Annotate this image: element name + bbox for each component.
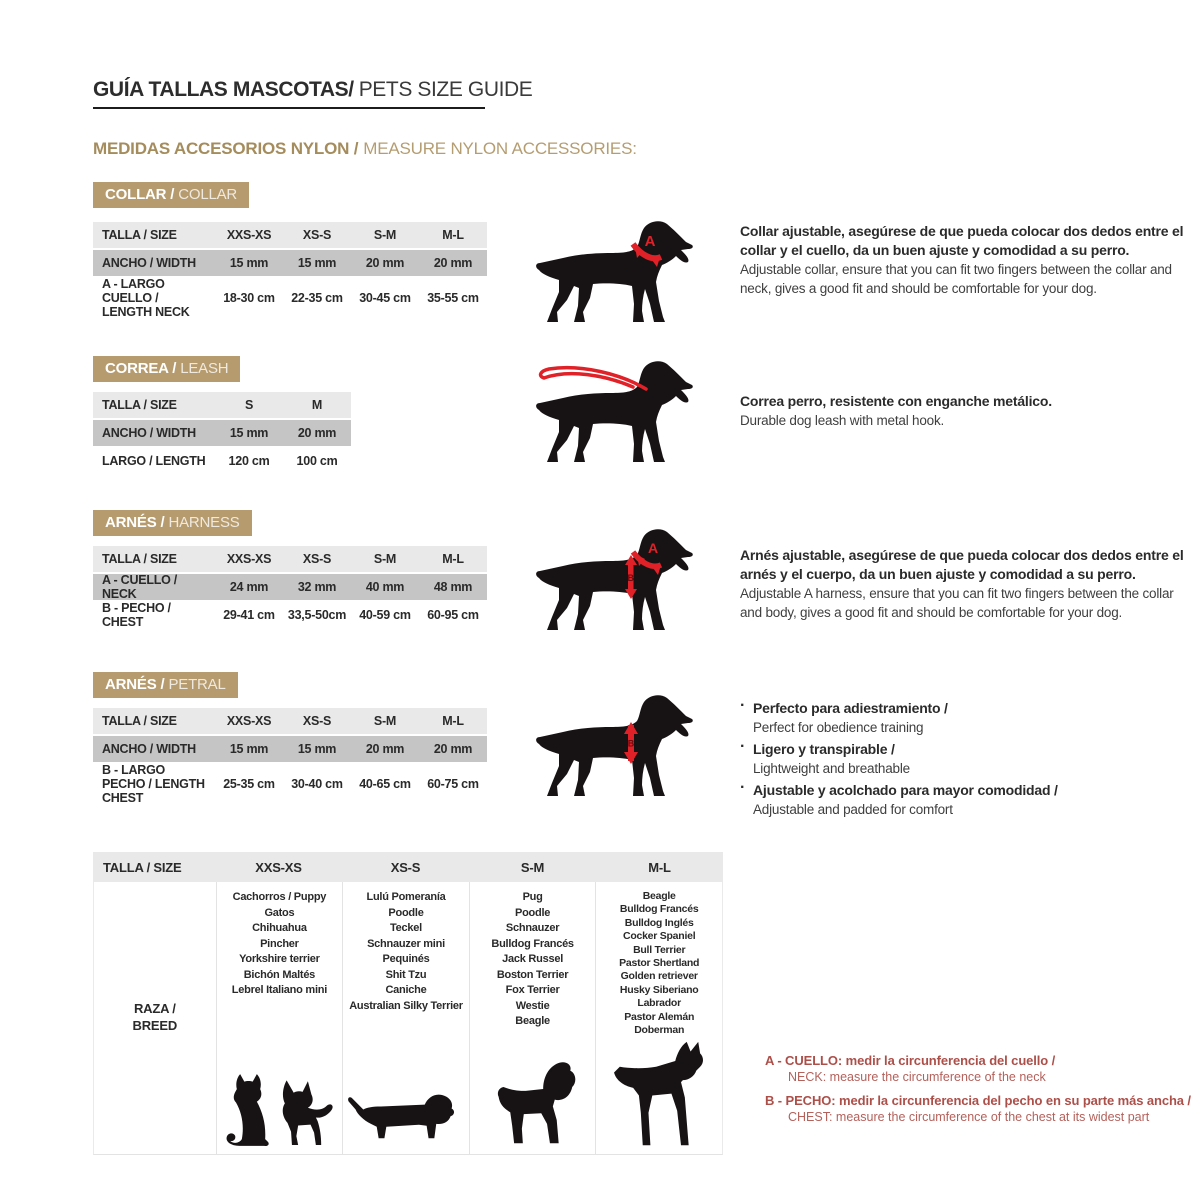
petral-row-chest-label: B - LARGO PECHO / LENGTH CHEST [93, 764, 215, 804]
title-underline [93, 107, 485, 109]
collar-row-neck-label: A - LARGO CUELLO / LENGTH NECK [93, 278, 215, 318]
breed-item: Chihuahua [252, 922, 307, 934]
petral-feature-en: Lightweight and breathable [753, 761, 910, 776]
petral-feature-es: · Ligero y transpirable / [753, 741, 895, 757]
petral-feature-item [740, 739, 1185, 779]
dog-silhouette-collar [533, 216, 708, 328]
leash-desc-en: Durable dog leash with metal hook. [740, 413, 945, 428]
harness-header-s-m: S-M [351, 546, 419, 572]
breed-item: Schnauzer mini [367, 937, 445, 950]
leash-size-table [93, 392, 351, 474]
table-cell: 100 cm [283, 448, 351, 474]
table-cell: 15 mm [283, 736, 351, 762]
table-cell: 29-41 cm [215, 602, 283, 628]
table-cell: 60-95 cm [419, 602, 487, 628]
measure-point-a-label: A [644, 233, 656, 250]
table-cell: 120 cm [215, 448, 283, 474]
petral-feature-en: Perfect for obedience training [753, 720, 924, 735]
table-cell: 32 mm [283, 574, 351, 600]
petral-feature-en: Adjustable and padded for comfort [753, 802, 953, 817]
breed-item: Schnauzer [505, 922, 560, 934]
breed-item: Doberman [634, 1024, 685, 1037]
breed-item: Shit Tzu [385, 968, 427, 981]
breed-header-xs-s: XS-S [390, 859, 421, 875]
schnauzer-silhouette [487, 1058, 579, 1150]
petral-feature-list [740, 698, 1185, 821]
collar-badge-es: COLLAR / [105, 186, 175, 203]
table-cell: 40-59 cm [351, 602, 419, 628]
dog-silhouette-harness [533, 524, 708, 636]
table-cell: 20 mm [419, 736, 487, 762]
table-cell: 20 mm [419, 250, 487, 276]
petral-section-badge [93, 672, 238, 698]
table-cell: 20 mm [283, 420, 351, 446]
petral-feature-item [740, 780, 1185, 820]
harness-header-size: TALLA / SIZE [93, 546, 215, 572]
breed-header-xxs-xs: XXS-XS [255, 859, 302, 875]
page-subtitle-en: MEASURE NYLON ACCESSORIES: [363, 139, 637, 158]
collar-size-table [93, 222, 487, 318]
measure-notes [765, 1046, 1200, 1126]
collar-description [740, 222, 1185, 298]
table-cell: 25-35 cm [215, 764, 283, 804]
table-cell: 30-45 cm [351, 278, 419, 318]
leash-description [740, 392, 1185, 430]
harness-desc-es: Arnés ajustable, asegúrese de que pueda colocar dos dedos entre el arnés y el cuerpo, da un buen ajuste y comodidad a su perro. [740, 547, 1184, 582]
harness-row-chest-label: B - PECHO / CHEST [93, 602, 215, 628]
note-b-en: CHEST: measure the circumference of the chest at its widest part [788, 1110, 1150, 1124]
breed-header-s-m: S-M [520, 859, 545, 875]
leash-row-width-label: ANCHO / WIDTH [93, 420, 215, 446]
collar-header-xxs-xs: XXS-XS [215, 222, 283, 248]
collar-desc-es: Collar ajustable, asegúrese de que pueda colocar dos dedos entre el collar y el cuello, da un buen ajuste y comodidad a su perro. [740, 223, 1184, 258]
m-l-silhouette [596, 1040, 722, 1150]
breed-item: Poodle [515, 906, 551, 919]
collar-badge-en: COLLAR [178, 186, 238, 203]
breed-column-xxs-xs [216, 882, 343, 1154]
harness-size-table [93, 546, 487, 628]
breed-item: Bull Terrier [633, 943, 686, 956]
collar-header-s-m: S-M [351, 222, 419, 248]
xxs-xs-silhouettes [217, 1070, 343, 1150]
table-cell: 30-40 cm [283, 764, 351, 804]
page-title-en: PETS SIZE GUIDE [358, 78, 533, 101]
xs-s-silhouette [343, 1090, 469, 1150]
collar-section-badge [93, 182, 249, 208]
leash-header-size: TALLA / SIZE [93, 392, 215, 418]
breed-item: Boston Terrier [496, 968, 569, 981]
breed-item: Pastor Alemán [624, 1010, 695, 1023]
harness-description [740, 546, 1185, 622]
breed-header-m-l: M-L [648, 859, 671, 875]
breed-item: Husky Siberiano [619, 983, 699, 996]
petral-size-table [93, 708, 487, 804]
collar-header-size: TALLA / SIZE [93, 222, 215, 248]
table-cell: 18-30 cm [215, 278, 283, 318]
breed-item: Beagle [515, 1015, 550, 1027]
leash-header-m: M [283, 392, 351, 418]
breed-column-m-l [595, 882, 722, 1154]
breed-column-xs-s [342, 882, 469, 1154]
collar-desc-en: Adjustable collar, ensure that you can fit two fingers between the collar and neck, gives a good fit and should be comfortable for your dog. [740, 262, 1172, 296]
page-title-es: GUÍA TALLAS MASCOTAS/ [93, 78, 354, 101]
note-b-es: B - PECHO: medir la circunferencia del pecho en su parte más ancha / [765, 1093, 1191, 1108]
breed-table-header [93, 852, 723, 882]
table-cell: 40 mm [351, 574, 419, 600]
breed-item: Cachorros / Puppy [232, 891, 327, 903]
breed-item: Pincher [260, 937, 299, 950]
table-cell: 24 mm [215, 574, 283, 600]
breed-item: Bulldog Inglés [624, 916, 694, 929]
petral-row-width-label: ANCHO / WIDTH [93, 736, 215, 762]
harness-header-m-l: M-L [419, 546, 487, 572]
petral-feature-es: · Perfecto para adiestramiento / [753, 700, 948, 716]
petral-header-s-m: S-M [351, 708, 419, 734]
breed-item: Bichón Maltés [243, 968, 316, 981]
table-cell: 22-35 cm [283, 278, 351, 318]
breed-item: Fox Terrier [505, 984, 560, 996]
breed-item: Golden retriever [620, 970, 698, 983]
petral-header-m-l: M-L [419, 708, 487, 734]
breed-item: Jack Russel [502, 953, 564, 965]
breed-item: Caniche [385, 984, 427, 996]
breed-row-label-es: RAZA / [133, 1001, 176, 1016]
breed-item: Beagle [642, 890, 676, 902]
breed-item: Pastor Shertland [619, 957, 700, 970]
doberman-silhouette [606, 1040, 712, 1150]
collar-header-m-l: M-L [419, 222, 487, 248]
collar-header-xs-s: XS-S [283, 222, 351, 248]
breed-item: Bulldog Francés [491, 937, 574, 950]
harness-badge-es: ARNÉS / [105, 514, 165, 531]
breed-row-label [94, 1000, 216, 1034]
dachshund-silhouette [346, 1090, 466, 1150]
petral-header-xxs-xs: XXS-XS [215, 708, 283, 734]
breed-item: Bulldog Francés [619, 903, 699, 916]
table-cell: 20 mm [351, 736, 419, 762]
breed-table-body [93, 882, 723, 1155]
petral-header-size: TALLA / SIZE [93, 708, 215, 734]
leash-row-length-label: LARGO / LENGTH [93, 448, 215, 474]
page-subtitle [93, 139, 637, 159]
leash-header-s: S [215, 392, 283, 418]
table-cell: 60-75 cm [419, 764, 487, 804]
breed-table [93, 852, 723, 1155]
leash-desc-es: Correa perro, resistente con enganche metálico. [740, 393, 1052, 409]
measure-point-b-label: B [627, 738, 635, 749]
note-a-es: A - CUELLO: medir la circunferencia del cuello / [765, 1053, 1056, 1068]
breed-item: Teckel [390, 922, 422, 934]
breed-item: Pug [522, 891, 543, 903]
petral-header-xs-s: XS-S [283, 708, 351, 734]
collar-row-width-label: ANCHO / WIDTH [93, 250, 215, 276]
page-subtitle-es: MEDIDAS ACCESORIOS NYLON / [93, 139, 359, 158]
harness-header-xs-s: XS-S [283, 546, 351, 572]
breed-row-label-column [94, 882, 216, 1154]
cat-silhouette [221, 1070, 271, 1150]
page-title [93, 78, 532, 102]
table-cell: 15 mm [215, 250, 283, 276]
table-cell: 20 mm [351, 250, 419, 276]
harness-desc-en: Adjustable A harness, ensure that you can fit two fingers between the collar and body, gives a good fit and should be comfortable for your dog. [740, 586, 1174, 620]
table-cell: 15 mm [215, 420, 283, 446]
breed-item: Poodle [388, 906, 424, 919]
breed-item: Lulú Pomeranía [366, 891, 446, 903]
chihuahua-silhouette [276, 1078, 338, 1150]
breed-header-size: TALLA / SIZE [103, 859, 182, 875]
dog-silhouette-petral [533, 690, 708, 802]
s-m-silhouette [470, 1058, 596, 1150]
breed-item: Australian Silky Terrier [349, 999, 463, 1012]
measure-point-b-label: B [627, 573, 634, 583]
table-cell: 35-55 cm [419, 278, 487, 318]
breed-row-label-en: BREED [132, 1018, 178, 1033]
breed-item: Gatos [264, 906, 295, 919]
dog-silhouette-leash [533, 356, 708, 468]
table-cell: 33,5-50cm [283, 602, 351, 628]
harness-header-xxs-xs: XXS-XS [215, 546, 283, 572]
breed-item: Pequinés [382, 953, 430, 965]
harness-row-neck-label: A - CUELLO / NECK [93, 574, 215, 600]
harness-section-badge [93, 510, 252, 536]
measure-point-a-label: A [647, 540, 659, 556]
breed-column-s-m [469, 882, 596, 1154]
table-cell: 40-65 cm [351, 764, 419, 804]
petral-badge-en: PETRAL [168, 676, 226, 693]
table-cell: 15 mm [283, 250, 351, 276]
leash-badge-es: CORREA / [105, 360, 177, 377]
petral-feature-es: · Ajustable y acolchado para mayor comodidad / [753, 782, 1058, 798]
breed-item: Westie [515, 999, 550, 1012]
breed-item: Yorkshire terrier [239, 953, 320, 965]
breed-item: Cocker Spaniel [623, 930, 696, 943]
note-a-en: NECK: measure the circumference of the neck [788, 1070, 1046, 1084]
breed-item: Lebrel Italiano mini [231, 984, 328, 996]
breed-item: Labrador [637, 997, 681, 1010]
harness-badge-en: HARNESS [168, 514, 240, 531]
table-cell: 15 mm [215, 736, 283, 762]
leash-line [541, 368, 646, 389]
table-cell: 48 mm [419, 574, 487, 600]
petral-feature-item [740, 698, 1185, 738]
petral-badge-es: ARNÉS / [105, 676, 165, 693]
leash-badge-en: LEASH [180, 360, 229, 377]
leash-section-badge [93, 356, 240, 382]
